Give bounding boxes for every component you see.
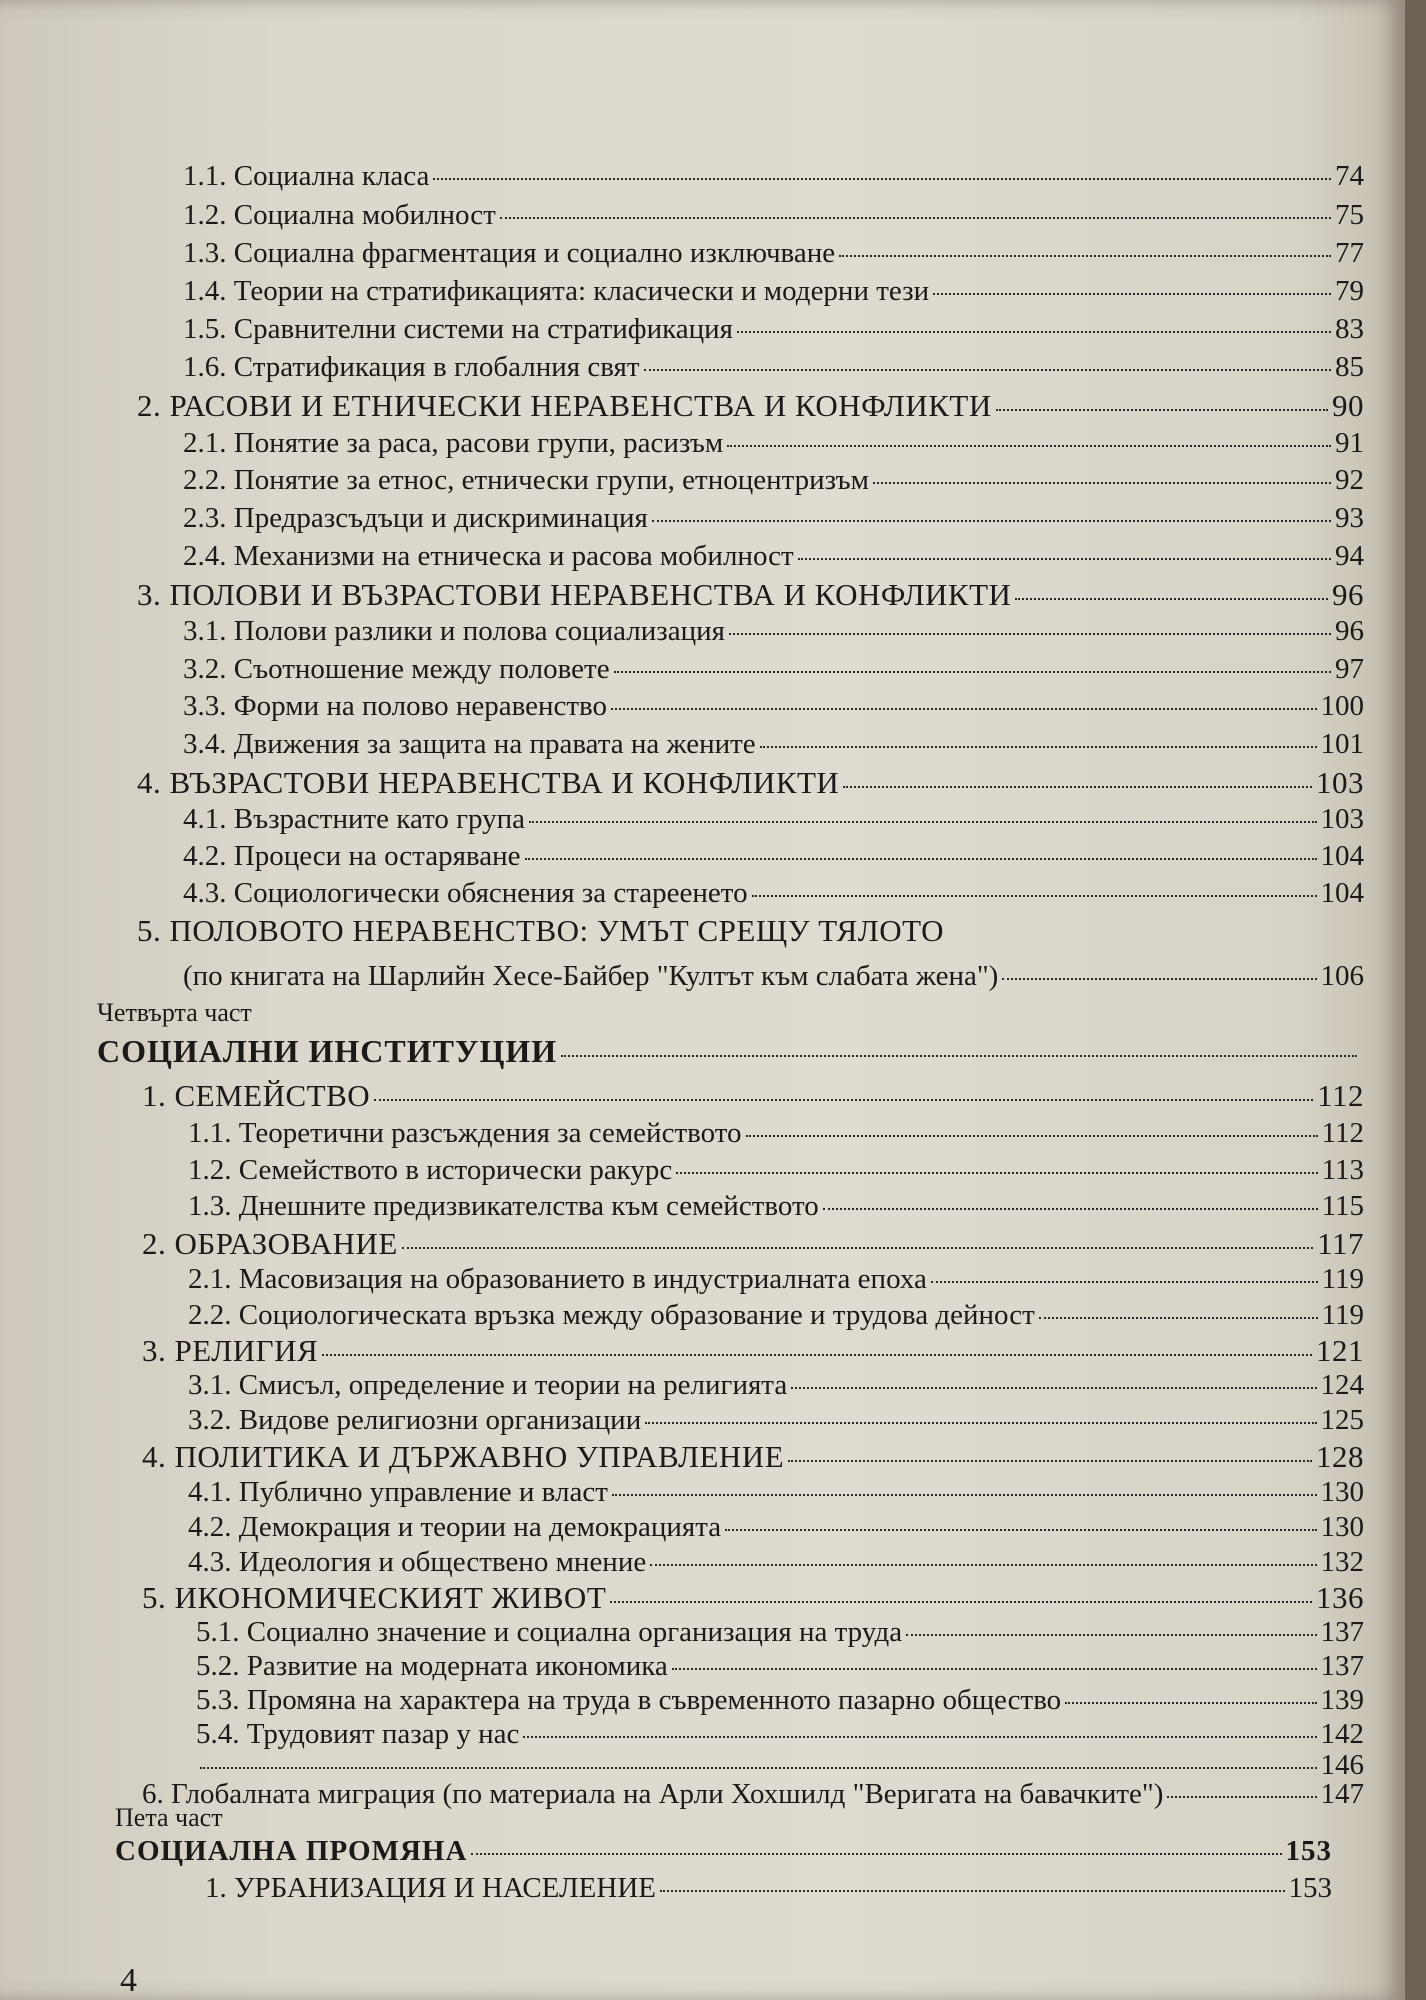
toc-entry-page: 79	[1335, 275, 1364, 307]
part4-title: СОЦИАЛНИ ИНСТИТУЦИИ	[97, 1033, 558, 1069]
leader-dots	[1065, 1702, 1316, 1704]
leader-dots	[933, 293, 1331, 295]
leader-dots	[561, 1055, 1357, 1057]
leader-dots	[200, 1767, 1317, 1769]
toc-entry-page: 74	[1335, 160, 1364, 192]
toc-entry	[183, 237, 1364, 270]
toc-entry-title: 5. ПОЛОВОТО НЕРАВЕНСТВО: УМЪТ СРЕЩУ ТЯЛОТО	[137, 913, 945, 948]
toc-entry-page: 104	[1320, 840, 1364, 872]
toc-entry-page: 119	[1321, 1299, 1364, 1331]
leader-dots	[612, 1494, 1317, 1496]
toc-entry-page: 83	[1335, 313, 1364, 345]
toc-entry-title: 4. ВЪЗРАСТОВИ НЕРАВЕНСТВА И КОНФЛИКТИ	[137, 765, 840, 800]
leader-dots	[746, 1135, 1318, 1137]
toc-entry	[183, 160, 1364, 193]
leader-dots	[823, 1208, 1318, 1210]
toc-entry-title: 1.3. Социална фрагментация и социално изключване	[183, 237, 836, 269]
toc-entry	[196, 1616, 1364, 1649]
toc-entry-page: 124	[1320, 1369, 1364, 1401]
toc-entry	[137, 913, 1364, 949]
toc-entry-title: 2.2. Понятие за етнос, етнически групи, етноцентризъм	[183, 464, 869, 496]
toc-entry-page: 115	[1321, 1190, 1364, 1222]
toc-entry-title: 1.5. Сравнителни системи на стратификация	[183, 313, 733, 345]
toc-entry	[183, 313, 1364, 346]
toc-entry	[183, 464, 1364, 497]
leader-dots	[402, 1247, 1313, 1249]
toc-entry	[183, 351, 1364, 384]
leader-dots	[798, 558, 1331, 560]
toc-entry-title: 2.2. Социологическата връзка между образование и трудова дейност	[188, 1299, 1035, 1331]
toc-entry-page: 101	[1320, 728, 1364, 760]
toc-entry-page: 91	[1335, 427, 1364, 459]
toc-entry-page: 136	[1316, 1580, 1364, 1615]
leader-dots	[523, 1736, 1316, 1738]
toc-entry	[142, 1439, 1364, 1475]
leader-dots	[676, 1172, 1317, 1174]
toc-entry-page: 117	[1317, 1226, 1364, 1261]
toc-entry-title: 3. РЕЛИГИЯ	[142, 1333, 319, 1368]
toc-entry-title: 4. ПОЛИТИКА И ДЪРЖАВНО УПРАВЛЕНИЕ	[142, 1439, 785, 1474]
toc-entry-page: 75	[1335, 199, 1364, 231]
toc-entry	[188, 1546, 1364, 1579]
toc-entry	[188, 1404, 1364, 1437]
toc-entry	[183, 427, 1364, 460]
leader-dots	[729, 633, 1331, 635]
toc-entry-title: 2.1. Понятие за раса, расови групи, расизъм	[183, 427, 724, 459]
toc-entry-page: 130	[1320, 1511, 1364, 1543]
leader-dots	[1167, 1796, 1316, 1798]
toc-entry-page: 85	[1335, 351, 1364, 383]
toc-entry	[188, 1154, 1364, 1187]
toc-entry-page: 121	[1316, 1333, 1364, 1368]
toc-entry-page: 137	[1320, 1616, 1364, 1648]
leader-dots	[788, 1460, 1312, 1462]
leader-dots	[645, 1422, 1316, 1424]
toc-entry	[142, 1226, 1364, 1262]
toc-entry-page: 92	[1335, 464, 1364, 496]
part5-title: СОЦИАЛНА ПРОМЯНА	[115, 1835, 468, 1867]
toc-entry-title: 4.3. Идеология и обществено мнение	[188, 1546, 647, 1578]
toc-entry	[183, 840, 1364, 873]
toc-entry	[183, 540, 1364, 573]
leader-dots	[610, 1601, 1312, 1603]
toc-entry-title: 4.1. Възрастните като група	[183, 803, 526, 835]
toc-entry	[142, 1778, 1364, 1811]
toc-entry-title: 3.4. Движения за защита на правата на жените	[183, 728, 756, 760]
toc-entry-page: 96	[1332, 577, 1364, 612]
toc-entry	[188, 1263, 1364, 1296]
toc-entry-page: 132	[1320, 1546, 1364, 1578]
leader-dots	[650, 1564, 1316, 1566]
toc-entry-page: 90	[1332, 388, 1364, 423]
page-number: 4	[120, 1962, 137, 1999]
leader-dots	[906, 1634, 1316, 1636]
toc-entry	[188, 1299, 1364, 1332]
leader-dots	[374, 1099, 1313, 1101]
page-ref: 153	[1285, 1835, 1332, 1867]
toc-entry	[183, 199, 1364, 232]
part4-label: Четвърта част	[97, 998, 252, 1027]
leader-dots	[1015, 598, 1328, 600]
leader-dots	[839, 255, 1331, 257]
toc-entry-title: 5.1. Социално значение и социална организация на труда	[196, 1616, 903, 1648]
toc-entry-title: 3.3. Форми на полово неравенство	[183, 690, 608, 722]
toc-entry	[137, 577, 1364, 613]
toc-entry-title: 5.3. Промяна на характера на труда в съвременното пазарно общество	[196, 1684, 1062, 1716]
leader-dots	[644, 369, 1331, 371]
toc-entry-page: 93	[1335, 502, 1364, 534]
leader-dots	[737, 331, 1331, 333]
leader-dots	[727, 445, 1331, 447]
toc-entry-page: 106	[1320, 960, 1364, 992]
toc-entry	[137, 765, 1364, 801]
toc-entry-page: 104	[1320, 877, 1364, 909]
toc-entry-title: 1.1. Социална класа	[183, 160, 430, 192]
toc-entry-title: 4.3. Социологически обяснения за стареенето	[183, 877, 748, 909]
toc-entry	[183, 877, 1364, 910]
toc-entry-title: 1.1. Теоретични разсъждения за семейството	[188, 1117, 742, 1149]
toc-entry	[142, 1078, 1364, 1114]
toc-entry-page: 94	[1335, 540, 1364, 572]
toc-entry	[188, 1511, 1364, 1544]
leader-dots	[433, 178, 1331, 180]
toc-entry-title: 1.2. Социална мобилност	[183, 199, 496, 231]
toc-entry-page: 125	[1320, 1404, 1364, 1436]
toc-entry-title: 5. ИКОНОМИЧЕСКИЯТ ЖИВОТ	[142, 1580, 607, 1615]
toc-entry-page: 96	[1335, 615, 1364, 647]
part5-title-row	[115, 1835, 1332, 1868]
toc-entry-title: 2. РАСОВИ И ЕТНИЧЕСКИ НЕРАВЕНСТВА И КОНФЛИКТИ	[137, 388, 992, 423]
leader-dots	[725, 1529, 1316, 1531]
leader-dots	[996, 409, 1328, 411]
part4-title-row	[97, 1033, 1361, 1070]
toc-entry-page: 147	[1320, 1778, 1364, 1810]
toc-entry-title: 1.4. Теории на стратификацията: класически и модерни тези	[183, 275, 930, 307]
toc-entry-page: 139	[1320, 1684, 1364, 1716]
toc-entry-title: 4.1. Публично управление и власт	[188, 1476, 608, 1508]
toc-entry-title: 1.3. Днешните предизвикателства към семейството	[188, 1190, 819, 1222]
toc-entry-title: 2.3. Предразсъдъци и дискриминация	[183, 502, 648, 534]
toc-entry-title: 2. ОБРАЗОВАНИЕ	[142, 1226, 398, 1261]
leader-dots	[873, 482, 1331, 484]
leader-dots	[843, 786, 1312, 788]
leader-dots	[471, 1853, 1281, 1855]
toc-entry-title: (по книгата на Шарлийн Хесе-Байбер "Култът към слабата жена")	[183, 960, 999, 992]
leader-dots	[1002, 978, 1316, 980]
toc-entry	[188, 1369, 1364, 1402]
toc-entry-page: 103	[1320, 803, 1364, 835]
toc-entry	[188, 1117, 1364, 1150]
toc-entry	[188, 1476, 1364, 1509]
toc-entry-title: 4.2. Процеси на остаряване	[183, 840, 521, 872]
toc-entry-page: 112	[1317, 1078, 1364, 1113]
toc-entry-page: 77	[1335, 237, 1364, 269]
leader-dots	[500, 217, 1331, 219]
toc-entry	[196, 1718, 1364, 1751]
toc-entry-page: 119	[1321, 1263, 1364, 1295]
leader-dots	[529, 821, 1316, 823]
toc-entry	[196, 1650, 1364, 1683]
toc-entry-title: 1.6. Стратификация в глобалния свят	[183, 351, 640, 383]
toc-entry	[183, 803, 1364, 836]
leader-dots	[614, 671, 1331, 673]
toc-entry	[183, 690, 1364, 723]
toc-entry	[142, 1333, 1364, 1369]
toc-entry	[196, 1684, 1364, 1717]
part5-label: Пета част	[115, 1803, 223, 1832]
toc-entry-page: 100	[1320, 690, 1364, 722]
toc-entry-page: 128	[1316, 1439, 1364, 1474]
toc-entry	[142, 1580, 1364, 1616]
leader-dots	[1039, 1317, 1318, 1319]
toc-entry	[205, 1872, 1332, 1905]
toc-entry-page: 146	[1320, 1749, 1364, 1781]
toc-entry-page: 113	[1321, 1154, 1364, 1186]
leader-dots	[791, 1387, 1316, 1389]
toc-entry-title: 4.2. Демокрация и теории на демокрацията	[188, 1511, 722, 1543]
toc-entry	[183, 728, 1364, 761]
toc-entry-title: 2.1. Масовизация на образованието в индустриалната епоха	[188, 1263, 927, 1295]
toc-entry-page: 112	[1321, 1117, 1364, 1149]
toc-entry	[183, 615, 1364, 648]
leader-dots	[931, 1281, 1318, 1283]
toc-entry-page: 97	[1335, 653, 1364, 685]
toc-entry	[183, 502, 1364, 535]
toc-entry-title: 1. СЕМЕЙСТВО	[142, 1078, 371, 1113]
toc-entry-page: 137	[1320, 1650, 1364, 1682]
leader-dots	[322, 1354, 1312, 1356]
leader-dots	[660, 1890, 1284, 1892]
toc-entry-title: 3.1. Полови разлики и полова социализация	[183, 615, 725, 647]
toc-entry	[188, 1190, 1364, 1223]
toc-entry-title: 5.2. Развитие на модерната икономика	[196, 1650, 668, 1682]
leader-dots	[752, 895, 1317, 897]
toc-entry-title: 2.4. Механизми на етническа и расова мобилност	[183, 540, 794, 572]
toc-entry	[183, 960, 1364, 993]
toc-entry	[183, 275, 1364, 308]
toc-entry-title: 3.1. Смисъл, определение и теории на религията	[188, 1369, 788, 1401]
leader-dots	[760, 746, 1317, 748]
toc-entry-title: 5.4. Трудовият пазар у нас	[196, 1718, 520, 1750]
toc-entry-title: 3.2. Съотношение между половете	[183, 653, 610, 685]
toc-entry-page: 142	[1320, 1718, 1364, 1750]
leader-dots	[525, 858, 1317, 860]
toc-entry	[183, 653, 1364, 686]
leader-dots	[611, 708, 1316, 710]
toc-entry	[137, 388, 1364, 424]
toc-entry-page: 153	[1288, 1872, 1332, 1904]
toc-entry-title: 6. Глобалната миграция (по материала на Арли Хохшилд "Веригата на бавачките")	[142, 1778, 1164, 1810]
toc-entry-page: 130	[1320, 1476, 1364, 1508]
leader-dots	[652, 520, 1331, 522]
toc-entry-title: 3.2. Видове религиозни организации	[188, 1404, 642, 1436]
toc-entry-title: 1. УРБАНИЗАЦИЯ И НАСЕЛЕНИЕ	[205, 1872, 657, 1904]
toc-entry-title: 3. ПОЛОВИ И ВЪЗРАСТОВИ НЕРАВЕНСТВА И КОНФЛИКТИ	[137, 577, 1012, 612]
leader-dots	[672, 1668, 1317, 1670]
toc-entry-title: 1.2. Семейството в исторически ракурс	[188, 1154, 673, 1186]
toc-entry-page: 103	[1316, 765, 1364, 800]
